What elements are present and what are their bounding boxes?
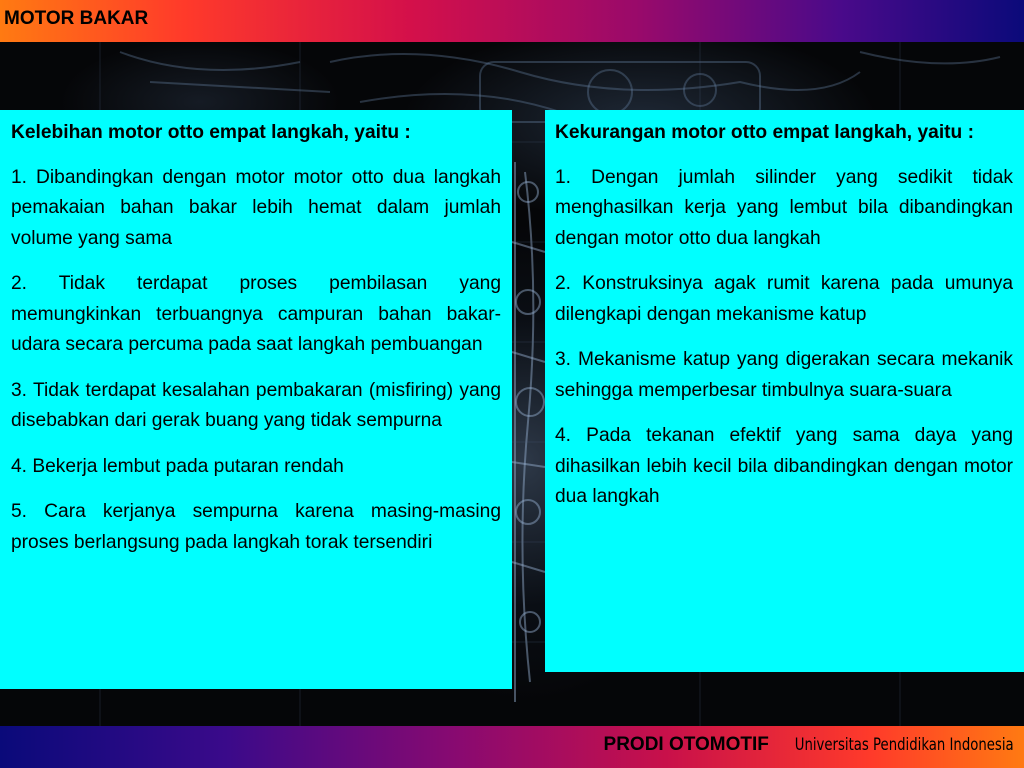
disadvantages-heading: Kekurangan motor otto empat langkah, yaitu : [555, 122, 974, 143]
advantage-item: 4. Bekerja lembut pada putaran rendah [11, 455, 344, 477]
advantages-heading: Kelebihan motor otto empat langkah, yaitu : [11, 122, 411, 143]
slide-title: MOTOR BAKAR [4, 8, 149, 29]
footer-text [604, 734, 1014, 756]
advantage-item: 3. Tidak terdapat kesalahan pembakaran (misfiring) yang disebabkan dari gerak buang yang tidak sempurna [11, 379, 501, 431]
footer-university: Universitas Pendidikan Indonesia [795, 735, 1014, 755]
advantages-panel [0, 110, 512, 689]
disadvantage-item: 2. Konstruksinya agak rumit karena pada umunya dilengkapi dengan mekanisme katup [555, 273, 1013, 325]
disadvantage-item: 3. Mekanisme katup yang digerakan secara mekanik sehingga memperbesar timbulnya suara-suara [555, 349, 1013, 401]
advantage-item: 1. Dibandingkan dengan motor motor otto dua langkah pemakaian bahan bakar lebih hemat dalam jumlah volume yang sama [11, 166, 501, 249]
disadvantage-item: 1. Dengan jumlah silinder yang sedikit tidak menghasilkan kerja yang lembut bila dibandingkan dengan motor otto dua langkah [555, 166, 1013, 249]
disadvantages-panel [545, 110, 1024, 672]
advantage-item: 5. Cara kerjanya sempurna karena masing-masing proses berlangsung pada langkah torak tersendiri [11, 501, 501, 553]
top-title-bar [0, 0, 1024, 42]
footer-prodi: PRODI OTOMOTIF [603, 734, 769, 755]
disadvantage-item: 4. Pada tekanan efektif yang sama daya yang dihasilkan lebih kecil bila dibandingkan dengan motor dua langkah [555, 425, 1013, 507]
advantage-item: 2. Tidak terdapat proses pembilasan yang memungkinkan terbuangnya campuran bahan bakar-udara secara percuma pada saat langkah pembuangan [11, 273, 501, 355]
